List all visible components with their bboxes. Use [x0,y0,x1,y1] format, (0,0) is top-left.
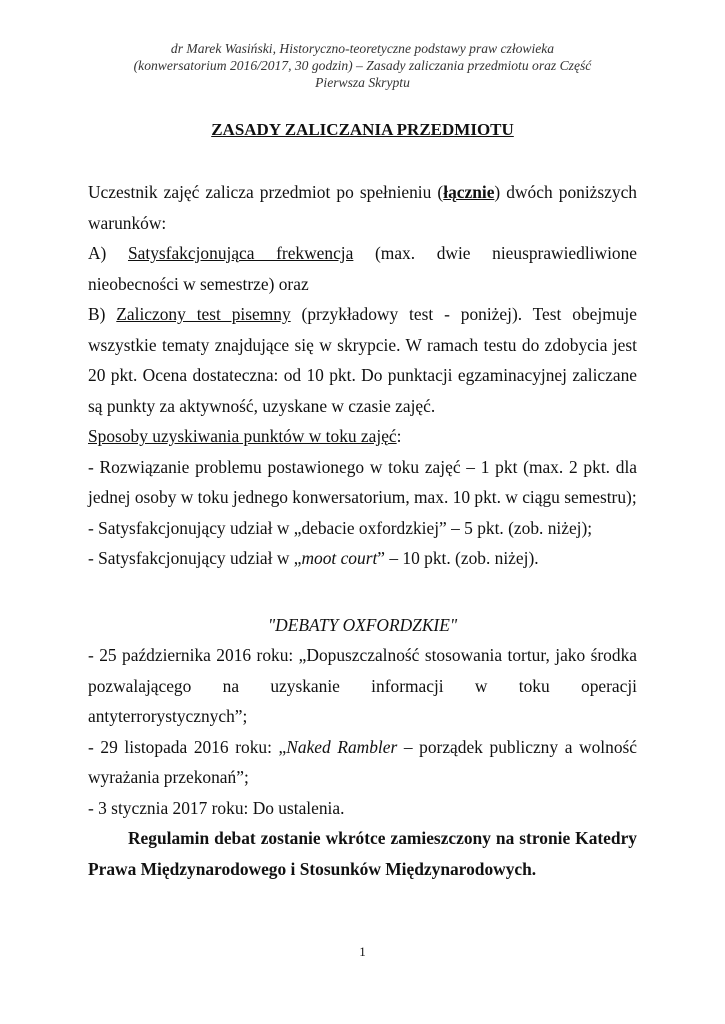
condition-a [88,238,637,299]
debate-2-pre: - 29 listopada 2016 roku: „ [88,736,287,757]
header-line-3: Pierwsza Skryptu [315,75,410,90]
condition-a-prefix: A) [88,243,128,263]
section-gap [88,574,637,610]
points-heading-suffix: : [396,426,402,446]
header-line-1: dr Marek Wasiński, Historyczno-teoretyczne podstawy praw człowieka [170,41,555,56]
points-item-3 [88,543,637,574]
intro-bold: łącznie [443,182,495,202]
debates-title: "DEBATY OXFORDZKIE" [267,614,458,635]
debates-note: Regulamin debat zostanie wkrótce zamieszczony na stronie Katedry Prawa Międzynarodowego i Stosunków Międzynarodowych. [88,828,637,879]
condition-a-underlined: Satysfakcjonująca frekwencja [127,243,354,263]
intro-pre: Uczestnik zajęć zalicza przedmiot po spełnieniu ( [88,182,444,202]
debate-2 [88,732,637,793]
condition-b [88,299,637,421]
running-header [90,40,635,91]
header-line-2: (konwersatorium 2016/2017, 30 godzin) – Zasady zaliczania przedmiotu oraz Część [133,58,592,73]
intro-post: ) dwóch poniższych warunków: [88,182,637,233]
points-item-3-pre: - Satysfakcjonujący udział w „ [88,548,302,568]
intro-paragraph [88,177,637,238]
debate-3: - 3 stycznia 2017 roku: Do ustalenia. [88,797,345,818]
points-item-3-italic: moot court [301,548,378,568]
points-heading-text: Sposoby uzyskiwania punktów w toku zajęć [88,426,397,446]
points-heading [88,421,637,452]
document-body [88,177,637,884]
points-item-1: - Rozwiązanie problemu postawionego w toku zajęć – 1 pkt (max. 2 pkt. dla jednej osoby w toku jednego konwersatorium, max. 10 pkt. w ciągu semestru); [88,456,637,507]
debate-2-post: – porządek publiczny a wolność wyrażania przekonań”; [88,736,637,787]
condition-a-rest: (max. dwie nieusprawiedliwione nieobecności w semestrze) oraz [88,243,638,294]
debate-1: - 25 października 2016 roku: „Dopuszczalność stosowania tortur, jako środka pozwalającego na uzyskanie informacji w toku operacji antyterrorystycznych”; [88,645,637,726]
points-item-2: - Satysfakcjonujący udział w „debacie oxfordzkiej” – 5 pkt. (zob. niżej); [88,517,593,538]
condition-b-prefix: B) [88,304,117,324]
debate-2-italic: Naked Rambler [286,736,398,757]
points-item-3-post: ” – 10 pkt. (zob. niżej). [377,548,539,568]
condition-b-underlined: Zaliczony test pisemny [116,304,291,324]
page-title: ZASADY ZALICZANIA PRZEDMIOTU [211,120,514,139]
condition-b-rest: (przykładowy test - poniżej). Test obejmuje wszystkie tematy znajdujące się w skrypcie. W ramach testu do zdobycia jest 20 pkt. Ocena dostateczna: od 10 pkt. Do punktacji egzaminacyjnej zaliczane są punkty za aktywność, uzyskane w czasie zajęć. [88,304,637,416]
page-number: 1 [359,944,366,959]
